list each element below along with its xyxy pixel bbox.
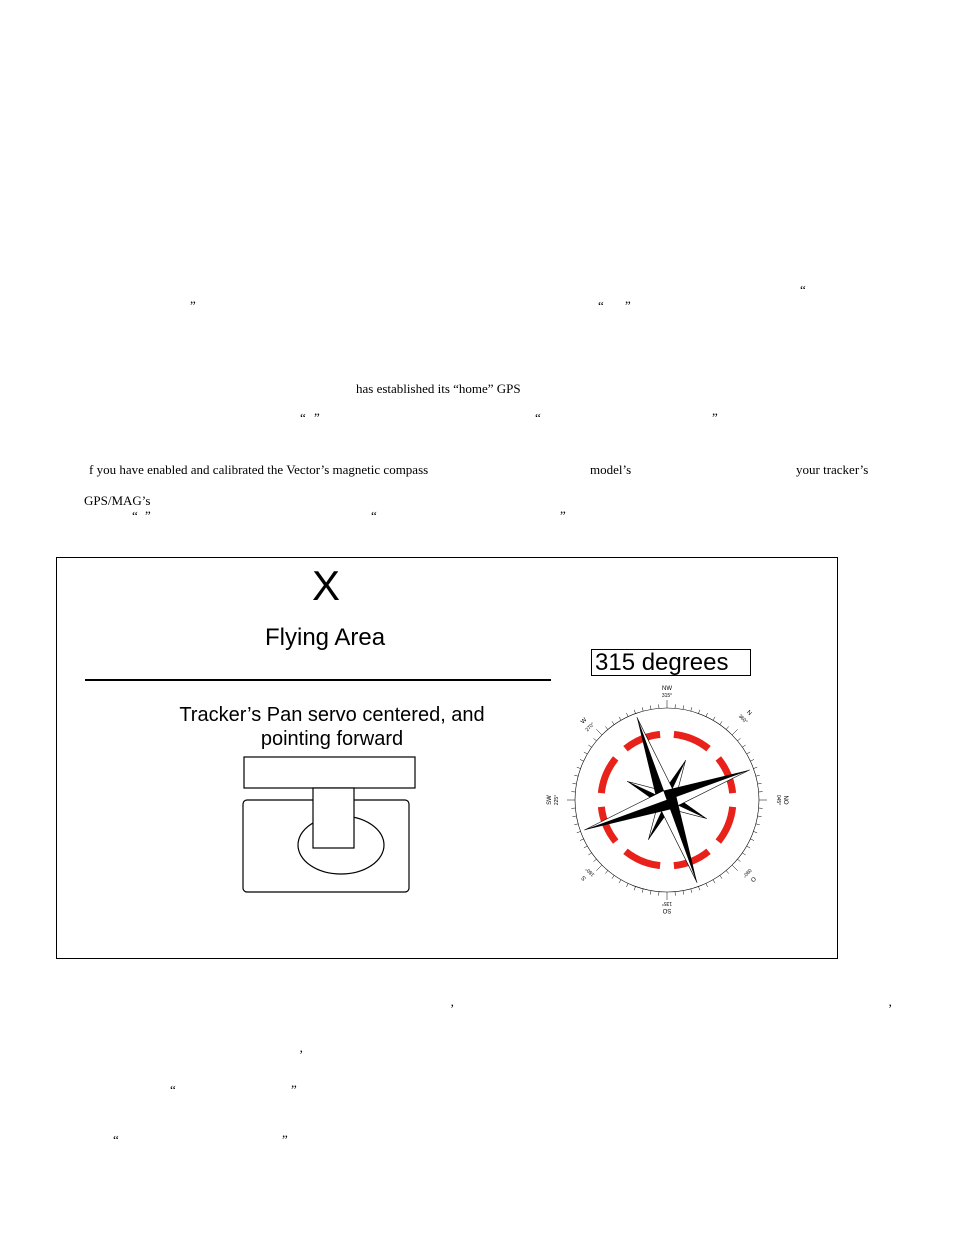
servo-caption: Tracker’s Pan servo centered, and pointing forward (179, 704, 485, 750)
compass-tick (593, 859, 596, 862)
compass-tick (572, 816, 576, 817)
compass-tick (626, 713, 628, 717)
compass-text: f you have enabled and calibrated the Vector’s magnetic compass (89, 462, 429, 477)
compass-tick (706, 883, 708, 887)
quote-close: ” (625, 298, 631, 313)
compass-tick (612, 721, 614, 724)
compass-tick (580, 759, 584, 761)
compass-label-w: W (580, 717, 589, 726)
compass-tick (753, 767, 757, 768)
compass-tick (683, 705, 684, 709)
compass-deg-135: 135° (661, 900, 673, 906)
compass-tick (588, 853, 591, 855)
compass-ring-segment (601, 758, 615, 793)
compass-label-o: O (748, 874, 757, 883)
quote-open: “ (535, 410, 541, 425)
compass-deg-315: 315° (661, 693, 673, 699)
compass-label-so: SO (662, 907, 672, 913)
home-gps-text: has established its “home” GPS (356, 381, 521, 396)
quote-close: ” (560, 508, 566, 523)
compass-deg-360: 360° (736, 713, 749, 726)
servo-horn-bar (244, 757, 415, 788)
compass-label-no: NO (782, 795, 788, 805)
compass-ring-segment (674, 734, 709, 748)
compass-tick (605, 870, 608, 873)
compass-tick (577, 831, 581, 832)
compass-tick (574, 824, 578, 825)
compass-tick (593, 738, 596, 741)
compass-tick (574, 775, 578, 776)
compass-tick (605, 726, 608, 729)
compass-tick (642, 707, 643, 711)
compass-tick (642, 889, 643, 893)
heading-box: 315 degrees (591, 649, 751, 676)
home-marker: X (312, 562, 341, 609)
quote-open: “ (170, 1082, 176, 1097)
comma-mark: ’ (299, 1047, 304, 1062)
compass-tick (732, 729, 738, 735)
compass-tick (650, 891, 651, 895)
quote-open: “ (800, 282, 806, 297)
compass-label-sw: SW (547, 795, 553, 805)
compass-tick (683, 891, 684, 895)
compass-tick (732, 865, 738, 871)
compass-tick (726, 726, 729, 729)
compass-deg-090: 090° (740, 866, 753, 879)
quote-open: “ (371, 508, 377, 523)
compass-tick (626, 883, 628, 887)
comma-mark: ’ (450, 1001, 455, 1016)
compass-ring-segment (718, 807, 732, 842)
compass-tick (737, 859, 740, 862)
compass-tick (619, 880, 621, 883)
compass-tick (720, 875, 722, 878)
compass-tick (756, 824, 760, 825)
compass-tick (584, 846, 587, 848)
compass-tick (612, 875, 614, 878)
tracker-figure (56, 557, 838, 959)
compass-tick (619, 717, 621, 720)
compass-label-s: S (580, 874, 588, 882)
compass-rose (541, 678, 788, 918)
comma-mark: ’ (888, 1001, 893, 1016)
compass-label-nw: NW (662, 686, 672, 692)
quote-open: “ (300, 410, 306, 425)
compass-tick (753, 831, 757, 832)
compass-tick (720, 721, 722, 724)
compass-tick (580, 839, 584, 841)
compass-tick (758, 816, 762, 817)
compass-tick (713, 880, 715, 883)
compass-deg-225: 225° (554, 794, 560, 806)
quote-close: ” (282, 1132, 288, 1147)
models-text: model’s (590, 462, 632, 477)
servo-arm (313, 788, 354, 848)
compass-tick (750, 839, 754, 841)
compass-tick (596, 729, 602, 735)
compass-tick (750, 759, 754, 761)
compass-tick (577, 767, 581, 768)
quote-open: “ (132, 508, 138, 523)
compass-tick (713, 717, 715, 720)
compass-tick (706, 713, 708, 717)
compass-tick (698, 886, 699, 890)
compass-label-n: N (745, 709, 753, 717)
gpsmag-text: GPS/MAG’s (84, 493, 151, 508)
compass-tick (691, 889, 692, 893)
compass-tick (747, 846, 750, 848)
compass-tick (634, 710, 635, 714)
compass-deg-045: 045° (775, 794, 781, 806)
compass-deg-180: 180° (584, 865, 597, 878)
compass-deg-270: 270° (584, 721, 597, 734)
compass-tick (742, 853, 745, 855)
quote-close: ” (712, 410, 718, 425)
flying-area-label: Flying Area (265, 624, 386, 651)
quote-close: ” (314, 410, 320, 425)
compass-tick (588, 745, 591, 747)
compass-tick (634, 886, 635, 890)
compass-tick (584, 752, 587, 754)
quote-close: ” (190, 298, 196, 313)
quote-open: “ (598, 298, 604, 313)
compass-tick (758, 783, 762, 784)
divider-line (85, 679, 551, 681)
servo-diagram (237, 753, 417, 895)
quote-close: ” (291, 1082, 297, 1097)
compass-tick (572, 783, 576, 784)
compass-tick (756, 775, 760, 776)
compass-tick (737, 738, 740, 741)
compass-tick (691, 707, 692, 711)
compass-tick (650, 705, 651, 709)
quote-close: ” (145, 508, 151, 523)
compass-ring-segment (625, 851, 660, 865)
compass-tick (698, 710, 699, 714)
trackers-text: your tracker’s (796, 462, 869, 477)
compass-tick (747, 752, 750, 754)
quote-open: “ (113, 1132, 119, 1147)
compass-tick (726, 870, 729, 873)
compass-tick (742, 745, 745, 747)
compass-tick (596, 865, 602, 871)
